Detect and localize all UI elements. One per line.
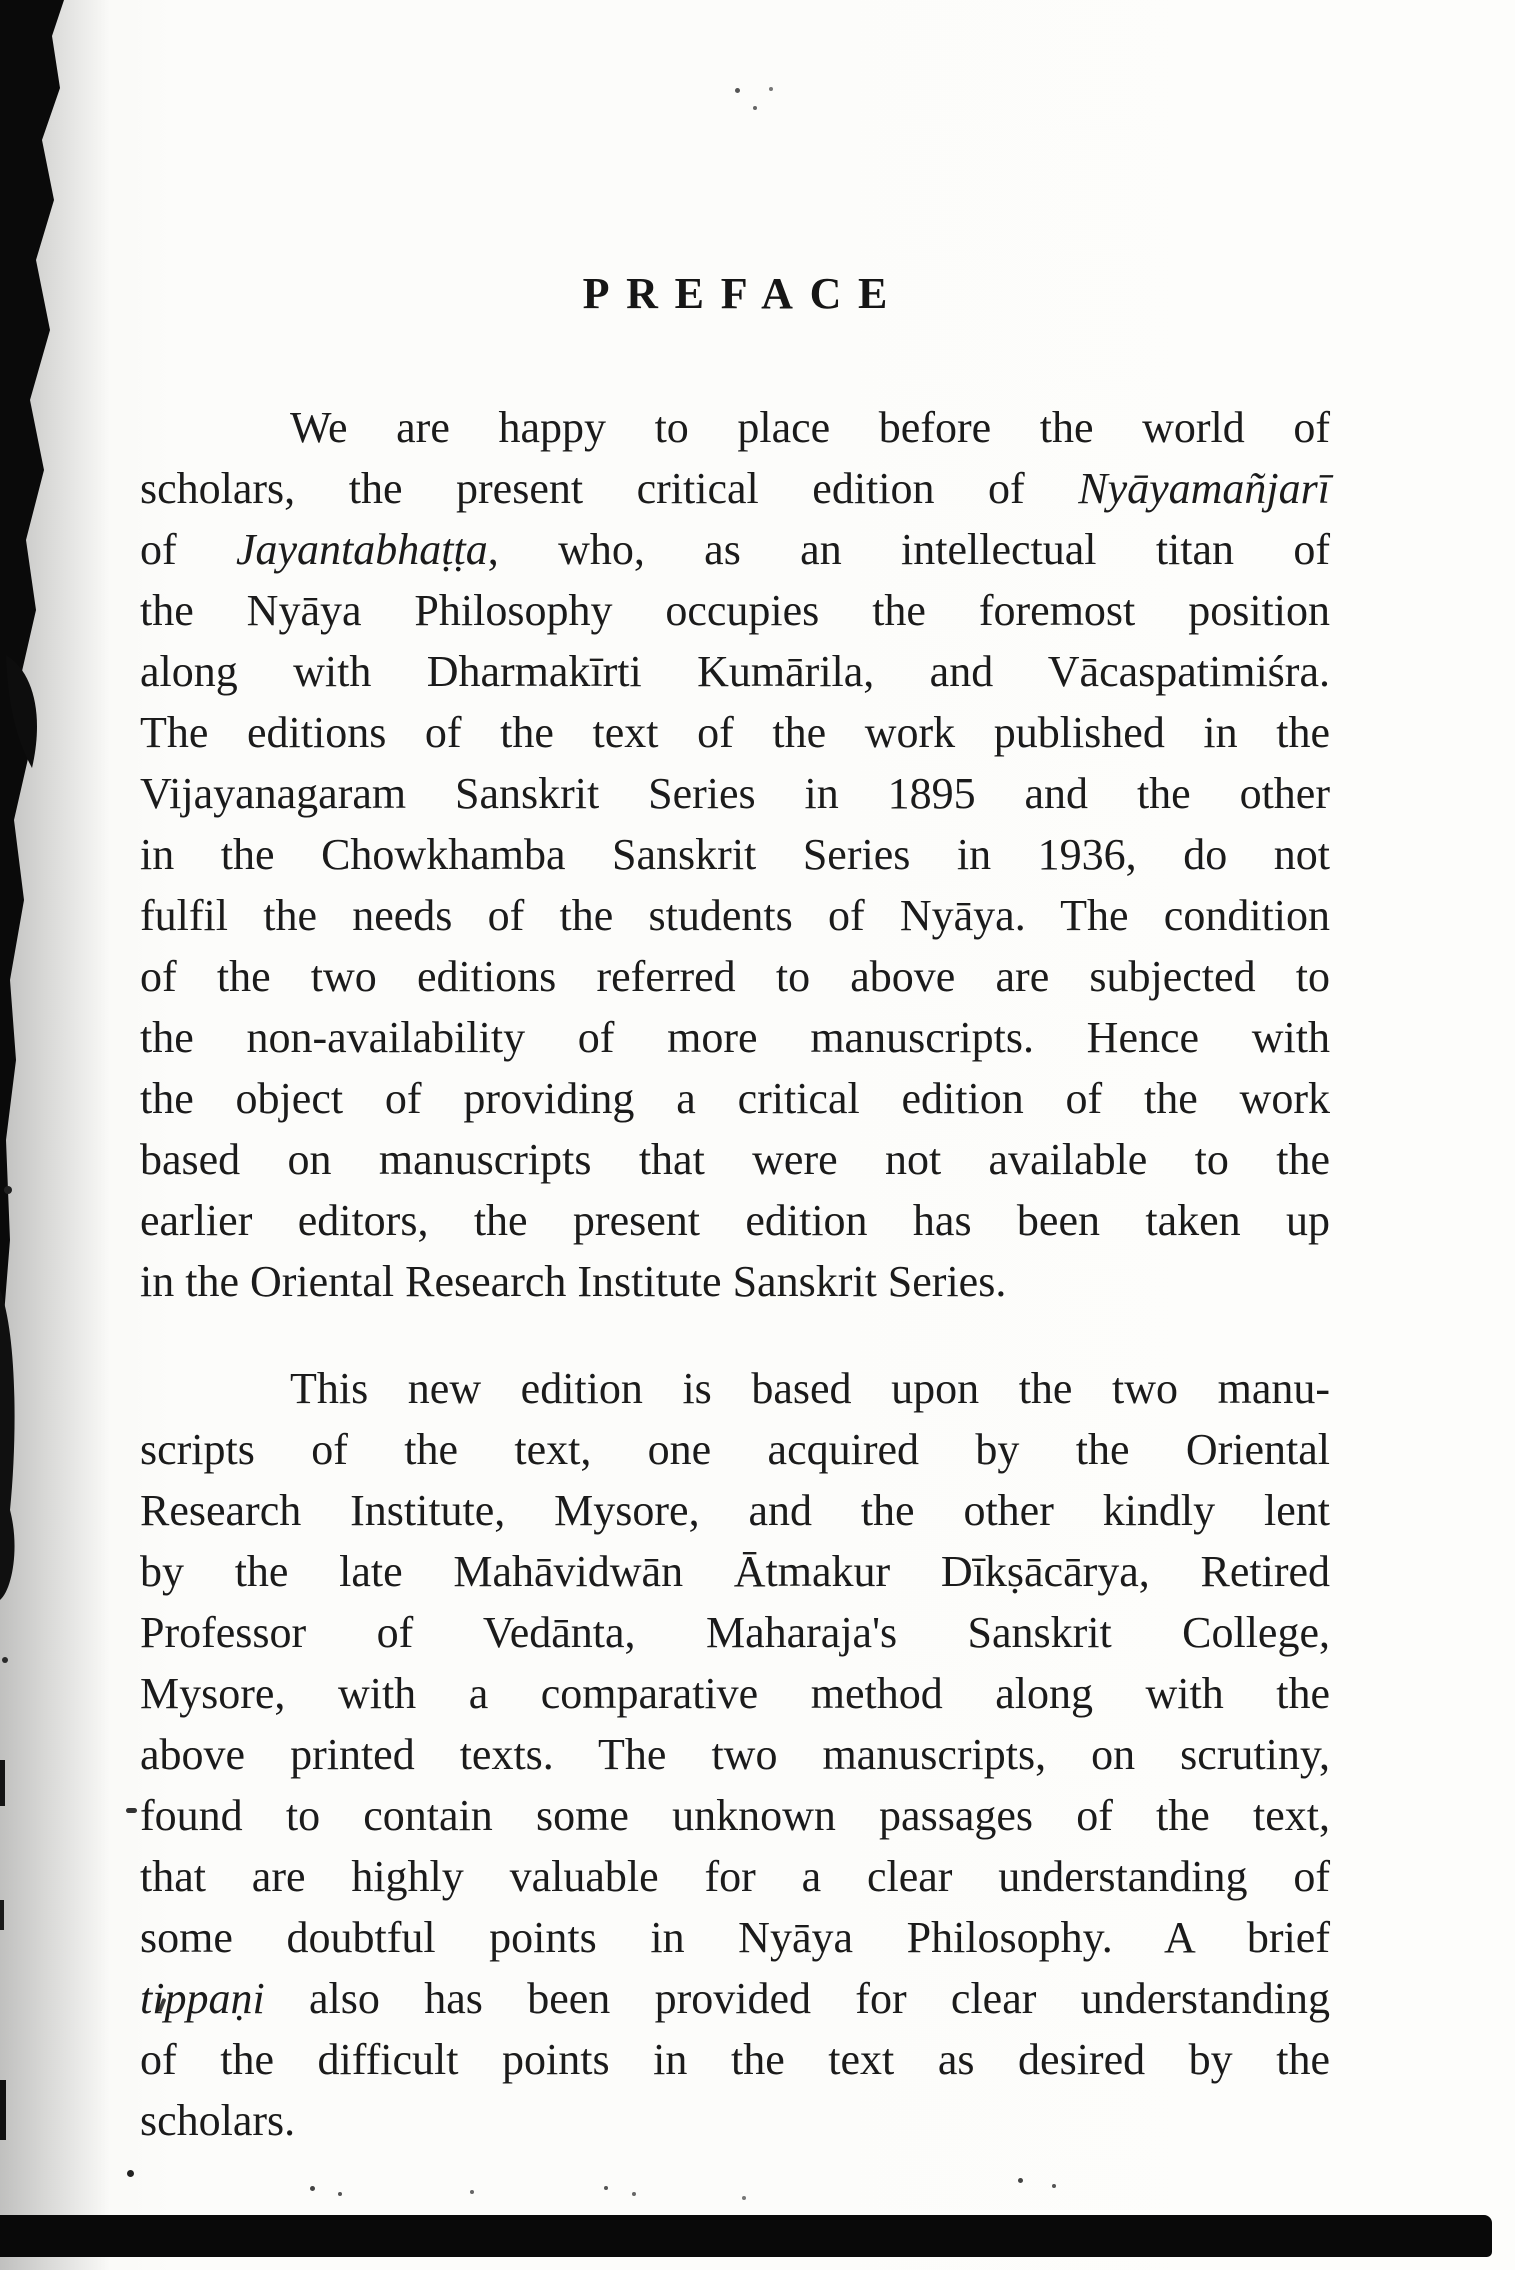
scan-edge-bottom: [0, 2215, 1492, 2257]
paragraph: [140, 397, 1330, 1312]
book-binding-edge: [0, 0, 100, 2270]
text-segment: found to contain some unknown passages of the text,: [140, 1791, 1330, 1840]
text-line: [140, 397, 1330, 458]
text-segment: of the two editions referred to above are subjected to: [140, 952, 1330, 1001]
text-segment: in the Oriental Research Institute Sanskrit Series.: [140, 1257, 1007, 1306]
scan-speck: [470, 2190, 474, 2194]
text-line: [140, 763, 1330, 824]
text-segment: in the Chowkhamba Sanskrit Series in 1936, do not: [140, 830, 1330, 879]
text-segment: based on manuscripts that were not available to the: [140, 1135, 1330, 1184]
text-line: [140, 1068, 1330, 1129]
text-line: [140, 946, 1330, 1007]
text-line: [140, 824, 1330, 885]
text-segment: Vijayanagaram Sanskrit Series in 1895 and the other: [140, 769, 1330, 818]
text-line: [140, 1358, 1330, 1419]
scan-speck: [127, 2170, 134, 2177]
text-line: [140, 1785, 1330, 1846]
text-line: [140, 1251, 1330, 1312]
text-segment: of the difficult points in the text as desired by the: [140, 2035, 1330, 2084]
text-segment: Research Institute, Mysore, and the other kindly lent: [140, 1486, 1330, 1535]
text-line: [140, 580, 1330, 641]
text-line: [140, 1541, 1330, 1602]
scan-speck: [126, 1808, 137, 1813]
text-line: [140, 2029, 1330, 2090]
text-line: [140, 519, 1330, 580]
text-segment: , who, as an intellectual titan of: [487, 525, 1331, 574]
text-line: [140, 1190, 1330, 1251]
scan-speck: [632, 2192, 636, 2196]
text-segment: Mysore, with a comparative method along with the: [140, 1669, 1330, 1718]
scan-speck: [310, 2186, 315, 2191]
text-segment: This new edition is based upon the two manu-: [290, 1364, 1330, 1413]
text-segment: also has been provided for clear understanding: [264, 1974, 1330, 2023]
text-line: [140, 1007, 1330, 1068]
text-line: [140, 2090, 1330, 2151]
page-title: PREFACE: [582, 269, 905, 318]
text-segment: that are highly valuable for a clear understanding of: [140, 1852, 1330, 1901]
text-segment: along with Dharmakīrti Kumārila, and Vācaspatimiśra.: [140, 647, 1330, 696]
text-line: [140, 1663, 1330, 1724]
text-segment: We are happy to place before the world of: [290, 403, 1330, 452]
text-line: [140, 1968, 1330, 2029]
text-segment: by the late Mahāvidwān Ātmakur Dīkṣācārya, Retired: [140, 1547, 1330, 1596]
text-line: [140, 641, 1330, 702]
paragraph: [140, 1358, 1330, 2151]
scan-speck: [1018, 2178, 1023, 2183]
text-line: [140, 1480, 1330, 1541]
text-segment: the non-availability of more manuscripts. Hence with: [140, 1013, 1330, 1062]
text-segment: some doubtful points in Nyāya Philosophy. A brief: [140, 1913, 1330, 1962]
scan-speck: [1052, 2184, 1056, 2188]
text-line: [140, 1907, 1330, 1968]
text-segment: scripts of the text, one acquired by the Oriental: [140, 1425, 1330, 1474]
text-segment: earlier editors, the present edition has been taken up: [140, 1196, 1330, 1245]
italic-text: Nyāyamañjarī: [1078, 464, 1330, 513]
text-segment: scholars.: [140, 2096, 296, 2145]
text-line: [140, 458, 1330, 519]
italic-text: tippaṇi: [140, 1974, 265, 2023]
text-segment: the Nyāya Philosophy occupies the foremost position: [140, 586, 1330, 635]
text-segment: fulfil the needs of the students of Nyāya. The condition: [140, 891, 1330, 940]
preface-body: [140, 397, 1330, 2151]
scan-speck: [742, 2196, 746, 2200]
text-segment: scholars, the present critical edition of: [140, 464, 1079, 513]
scan-speck: [604, 2186, 608, 2190]
text-segment: Professor of Vedānta, Maharaja's Sanskrit College,: [140, 1608, 1330, 1657]
text-line: [140, 1724, 1330, 1785]
text-segment: above printed texts. The two manuscripts, on scrutiny,: [140, 1730, 1330, 1779]
text-line: [140, 885, 1330, 946]
text-line: [140, 1846, 1330, 1907]
text-line: [140, 1602, 1330, 1663]
scan-speck: [338, 2192, 342, 2196]
page-content: [140, 0, 1330, 2151]
text-segment: of: [140, 525, 236, 574]
text-segment: The editions of the text of the work published in the: [140, 708, 1330, 757]
text-segment: the object of providing a critical edition of the work: [140, 1074, 1330, 1123]
italic-text: Jayantabhaṭṭa: [236, 525, 488, 574]
text-line: [140, 1419, 1330, 1480]
text-line: [140, 702, 1330, 763]
text-line: [140, 1129, 1330, 1190]
